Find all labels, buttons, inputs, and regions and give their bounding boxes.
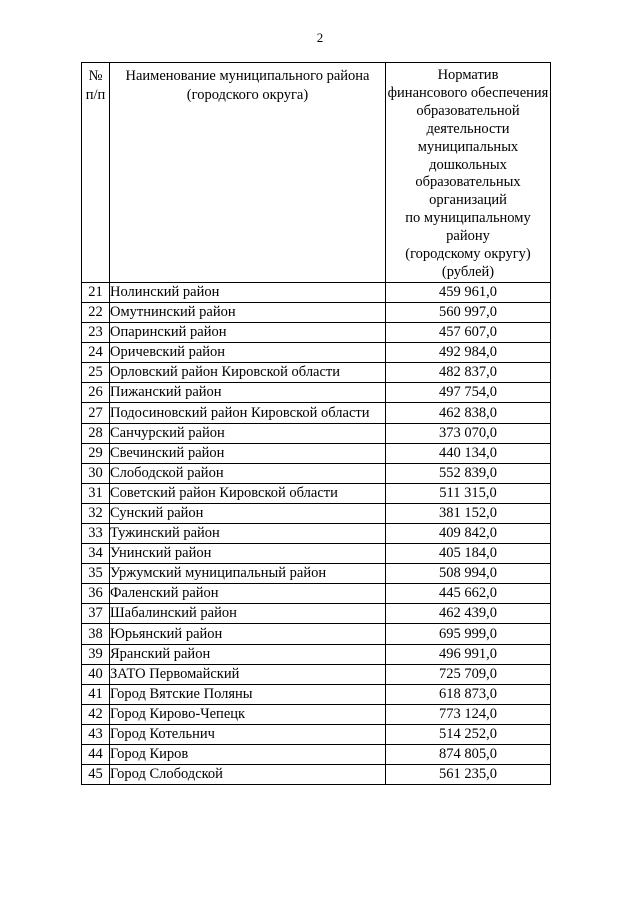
district-name: ЗАТО Первомайский <box>110 664 386 684</box>
normative-value: 514 252,0 <box>386 724 551 744</box>
table-row <box>82 302 551 322</box>
district-name: Слободской район <box>110 463 386 483</box>
row-number: 42 <box>82 704 110 724</box>
row-number: 29 <box>82 443 110 463</box>
row-number: 21 <box>82 282 110 302</box>
table-row <box>82 524 551 544</box>
row-number: 23 <box>82 323 110 343</box>
district-name: Свечинский район <box>110 443 386 463</box>
normative-value: 508 994,0 <box>386 564 551 584</box>
row-number: 26 <box>82 383 110 403</box>
normative-value: 511 315,0 <box>386 483 551 503</box>
table-row <box>82 624 551 644</box>
table-row <box>82 343 551 363</box>
district-name: Сунский район <box>110 503 386 523</box>
table-row <box>82 423 551 443</box>
normative-value: 445 662,0 <box>386 584 551 604</box>
normative-value: 552 839,0 <box>386 463 551 483</box>
district-name: Опаринский район <box>110 323 386 343</box>
district-name: Нолинский район <box>110 282 386 302</box>
district-name: Унинский район <box>110 544 386 564</box>
normative-value: 373 070,0 <box>386 423 551 443</box>
table-row <box>82 363 551 383</box>
district-name: Город Киров <box>110 745 386 765</box>
row-number: 37 <box>82 604 110 624</box>
table-row <box>82 745 551 765</box>
row-number: 31 <box>82 483 110 503</box>
table-row <box>82 383 551 403</box>
table-row <box>82 765 551 785</box>
normative-value: 457 607,0 <box>386 323 551 343</box>
normative-value: 492 984,0 <box>386 343 551 363</box>
row-number: 38 <box>82 624 110 644</box>
district-name: Пижанский район <box>110 383 386 403</box>
district-name: Омутнинский район <box>110 302 386 322</box>
row-number: 33 <box>82 524 110 544</box>
district-name: Шабалинский район <box>110 604 386 624</box>
normative-value: 560 997,0 <box>386 302 551 322</box>
row-number: 44 <box>82 745 110 765</box>
header-name: Наименование муниципального района (городского округа) <box>110 63 386 283</box>
row-number: 39 <box>82 644 110 664</box>
normative-value: 381 152,0 <box>386 503 551 523</box>
header-number: № п/п <box>82 63 110 283</box>
normative-value: 618 873,0 <box>386 684 551 704</box>
table-body <box>82 282 551 784</box>
table-row <box>82 604 551 624</box>
normative-value: 773 124,0 <box>386 704 551 724</box>
district-name: Юрьянский район <box>110 624 386 644</box>
row-number: 30 <box>82 463 110 483</box>
row-number: 32 <box>82 503 110 523</box>
normative-value: 874 805,0 <box>386 745 551 765</box>
page-number: 2 <box>316 30 324 45</box>
normative-value: 459 961,0 <box>386 282 551 302</box>
table-row <box>82 684 551 704</box>
normative-value: 462 439,0 <box>386 604 551 624</box>
table-row <box>82 463 551 483</box>
district-name: Город Слободской <box>110 765 386 785</box>
row-number: 43 <box>82 724 110 744</box>
table-row <box>82 443 551 463</box>
table-row <box>82 282 551 302</box>
table-row <box>82 403 551 423</box>
table-row <box>82 483 551 503</box>
district-name: Оричевский район <box>110 343 386 363</box>
table-row <box>82 704 551 724</box>
normative-value: 405 184,0 <box>386 544 551 564</box>
table-row <box>82 564 551 584</box>
district-name: Санчурский район <box>110 423 386 443</box>
table-row <box>82 724 551 744</box>
district-name: Фаленский район <box>110 584 386 604</box>
row-number: 27 <box>82 403 110 423</box>
table-row <box>82 503 551 523</box>
district-name: Город Котельнич <box>110 724 386 744</box>
row-number: 24 <box>82 343 110 363</box>
district-name: Тужинский район <box>110 524 386 544</box>
normative-value: 497 754,0 <box>386 383 551 403</box>
normative-value: 409 842,0 <box>386 524 551 544</box>
normative-value: 561 235,0 <box>386 765 551 785</box>
table-header-row <box>82 63 551 283</box>
table-row <box>82 584 551 604</box>
normative-table <box>81 62 551 785</box>
table-row <box>82 544 551 564</box>
normative-value: 482 837,0 <box>386 363 551 383</box>
row-number: 28 <box>82 423 110 443</box>
district-name: Советский район Кировской области <box>110 483 386 503</box>
header-value: Норматив финансового обеспечения образовательной деятельности муниципальных дошкольных образовательных организаций по муниципальному району (городскому округу) (рублей) <box>386 63 551 283</box>
row-number: 40 <box>82 664 110 684</box>
district-name: Уржумский муниципальный район <box>110 564 386 584</box>
normative-value: 725 709,0 <box>386 664 551 684</box>
table-row <box>82 323 551 343</box>
row-number: 35 <box>82 564 110 584</box>
district-name: Орловский район Кировской области <box>110 363 386 383</box>
district-name: Город Вятские Поляны <box>110 684 386 704</box>
table-row <box>82 664 551 684</box>
row-number: 41 <box>82 684 110 704</box>
district-name: Подосиновский район Кировской области <box>110 403 386 423</box>
normative-value: 496 991,0 <box>386 644 551 664</box>
normative-value: 695 999,0 <box>386 624 551 644</box>
row-number: 36 <box>82 584 110 604</box>
row-number: 45 <box>82 765 110 785</box>
table-row <box>82 644 551 664</box>
district-name: Город Кирово-Чепецк <box>110 704 386 724</box>
row-number: 25 <box>82 363 110 383</box>
normative-value: 462 838,0 <box>386 403 551 423</box>
row-number: 34 <box>82 544 110 564</box>
row-number: 22 <box>82 302 110 322</box>
closing-rule <box>280 744 368 745</box>
normative-value: 440 134,0 <box>386 443 551 463</box>
district-name: Яранский район <box>110 644 386 664</box>
